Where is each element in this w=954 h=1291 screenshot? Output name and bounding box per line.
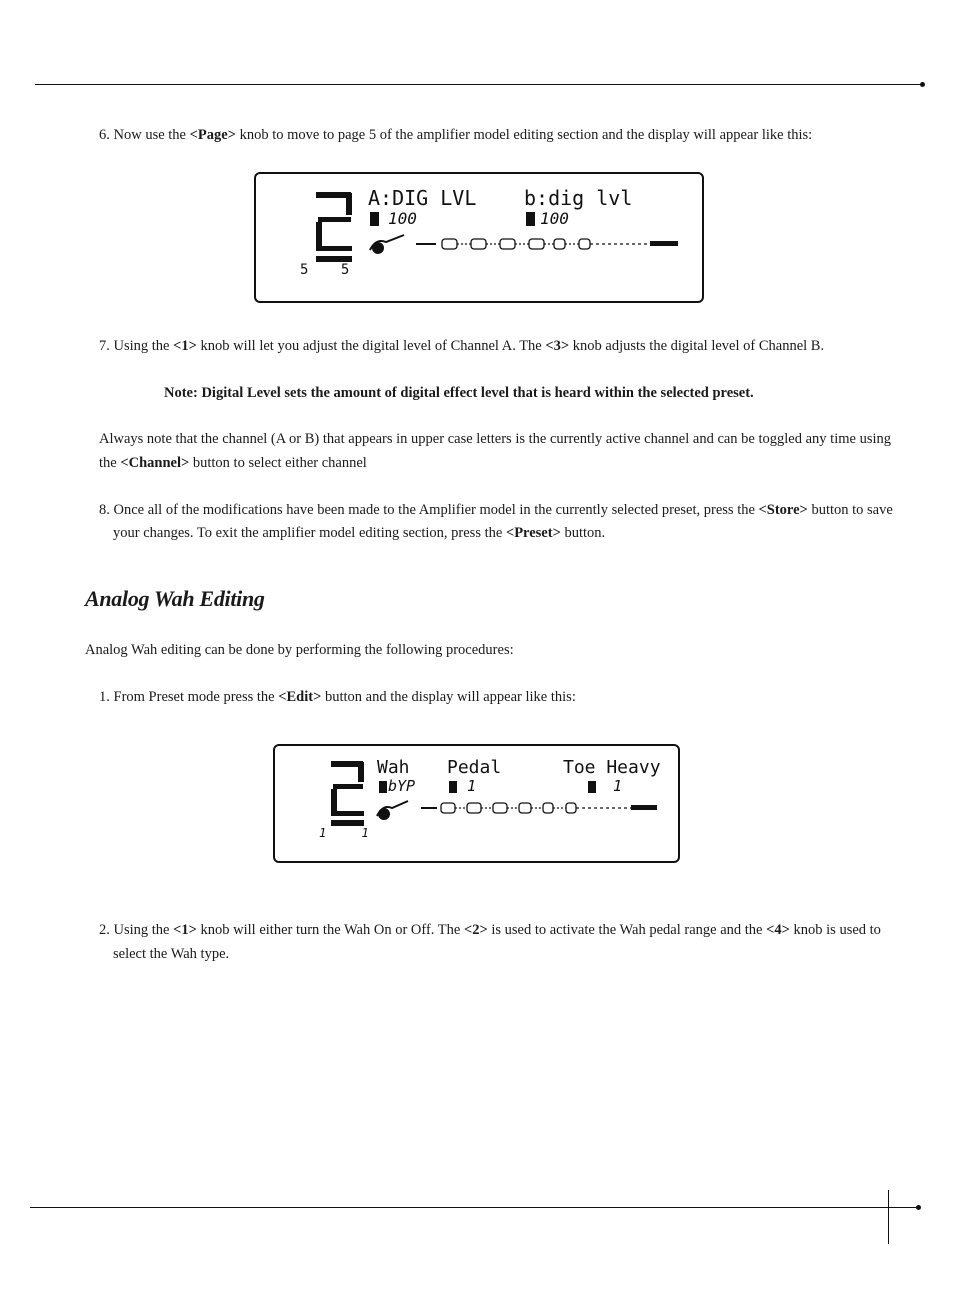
- wah-step-2-line-1: 2. Using the <1> knob will either turn the Wah On or Off. The <2> is used to activate the Wah pedal range and the <4> knob is used to: [99, 922, 881, 938]
- step-8-line-2: your changes. To exit the amplifier model editing section, press the <Preset> button.: [113, 525, 606, 541]
- channel-button-ref: <Channel>: [120, 455, 190, 471]
- lcd1-label-b: b:dig lvl: [524, 186, 633, 210]
- bottom-rule-dot: [916, 1205, 921, 1210]
- lcd2-cursor-3: [588, 781, 596, 793]
- channel-note-line-2: the <Channel> button to select either channel: [99, 455, 367, 471]
- lcd2-label-pedal: Pedal: [447, 757, 502, 778]
- lcd2-cursor-2: [449, 781, 457, 793]
- edit-button-ref: <Edit>: [278, 689, 322, 705]
- lcd1-cursor-b: [526, 212, 535, 226]
- intro-text: Analog Wah editing can be done by performing the following procedures:: [85, 642, 514, 658]
- wah-step-1-text: 1. From Preset mode press the <Edit> button and the display will appear like this:: [99, 689, 576, 705]
- lcd2-label-wah: Wah: [377, 757, 410, 778]
- step-6-text: 6. Now use the <Page> knob to move to page 5 of the amplifier model editing section and the display will appear like this:: [99, 127, 813, 143]
- top-rule: [35, 84, 921, 85]
- wah-step-2-line-2: select the Wah type.: [113, 946, 230, 962]
- lcd1-value-a: 100: [388, 209, 417, 228]
- section-heading: Analog Wah Editing: [85, 586, 265, 611]
- lcd1-value-b: 100: [540, 209, 569, 228]
- wah-knob-2-ref: <2>: [463, 922, 488, 938]
- store-button-ref: <Store>: [758, 502, 808, 518]
- bottom-rule: [30, 1207, 918, 1208]
- channel-note-line-1: Always note that the channel (A or B) that appears in upper case letters is the currently active channel and can be toggled any time using: [99, 431, 891, 447]
- page-knob-ref: <Page>: [189, 127, 236, 143]
- lcd2-cursor-1: [379, 781, 387, 793]
- lcd-display-amp-digital-level: [254, 172, 704, 303]
- knob-3-ref: <3>: [545, 338, 570, 354]
- lcd-graphics-1: [256, 174, 706, 305]
- knob-1-ref: <1>: [173, 338, 197, 354]
- lcd2-bottom-digits: 1 1: [319, 826, 383, 840]
- lcd1-cursor-a: [370, 212, 379, 226]
- preset-button-ref: <Preset>: [505, 525, 561, 541]
- bottom-crop-mark: [888, 1190, 889, 1244]
- step-8-line-1: 8. Once all of the modifications have been made to the Amplifier model in the currently selected preset, press the <Store> button to save: [99, 502, 893, 518]
- lcd-display-wah: [273, 744, 680, 863]
- note-text: Note: Digital Level sets the amount of digital effect level that is heard within the selected preset.: [164, 385, 754, 401]
- lcd2-label-toe-heavy: Toe Heavy: [563, 757, 661, 778]
- lcd1-bottom-digits: 5 5: [300, 262, 362, 278]
- lcd2-value-pedal: 1: [467, 777, 477, 795]
- wah-knob-4-ref: <4>: [766, 922, 790, 938]
- lcd2-value-toe-heavy: 1: [613, 777, 623, 795]
- wah-knob-1-ref: <1>: [173, 922, 197, 938]
- lcd2-value-wah: bYP: [388, 777, 416, 795]
- lcd1-label-a: A:DIG LVL: [368, 186, 477, 210]
- top-rule-dot: [920, 82, 925, 87]
- step-7-text: 7. Using the <1> knob will let you adjust the digital level of Channel A. The <3> knob adjusts the digital level of Channel B.: [99, 338, 825, 354]
